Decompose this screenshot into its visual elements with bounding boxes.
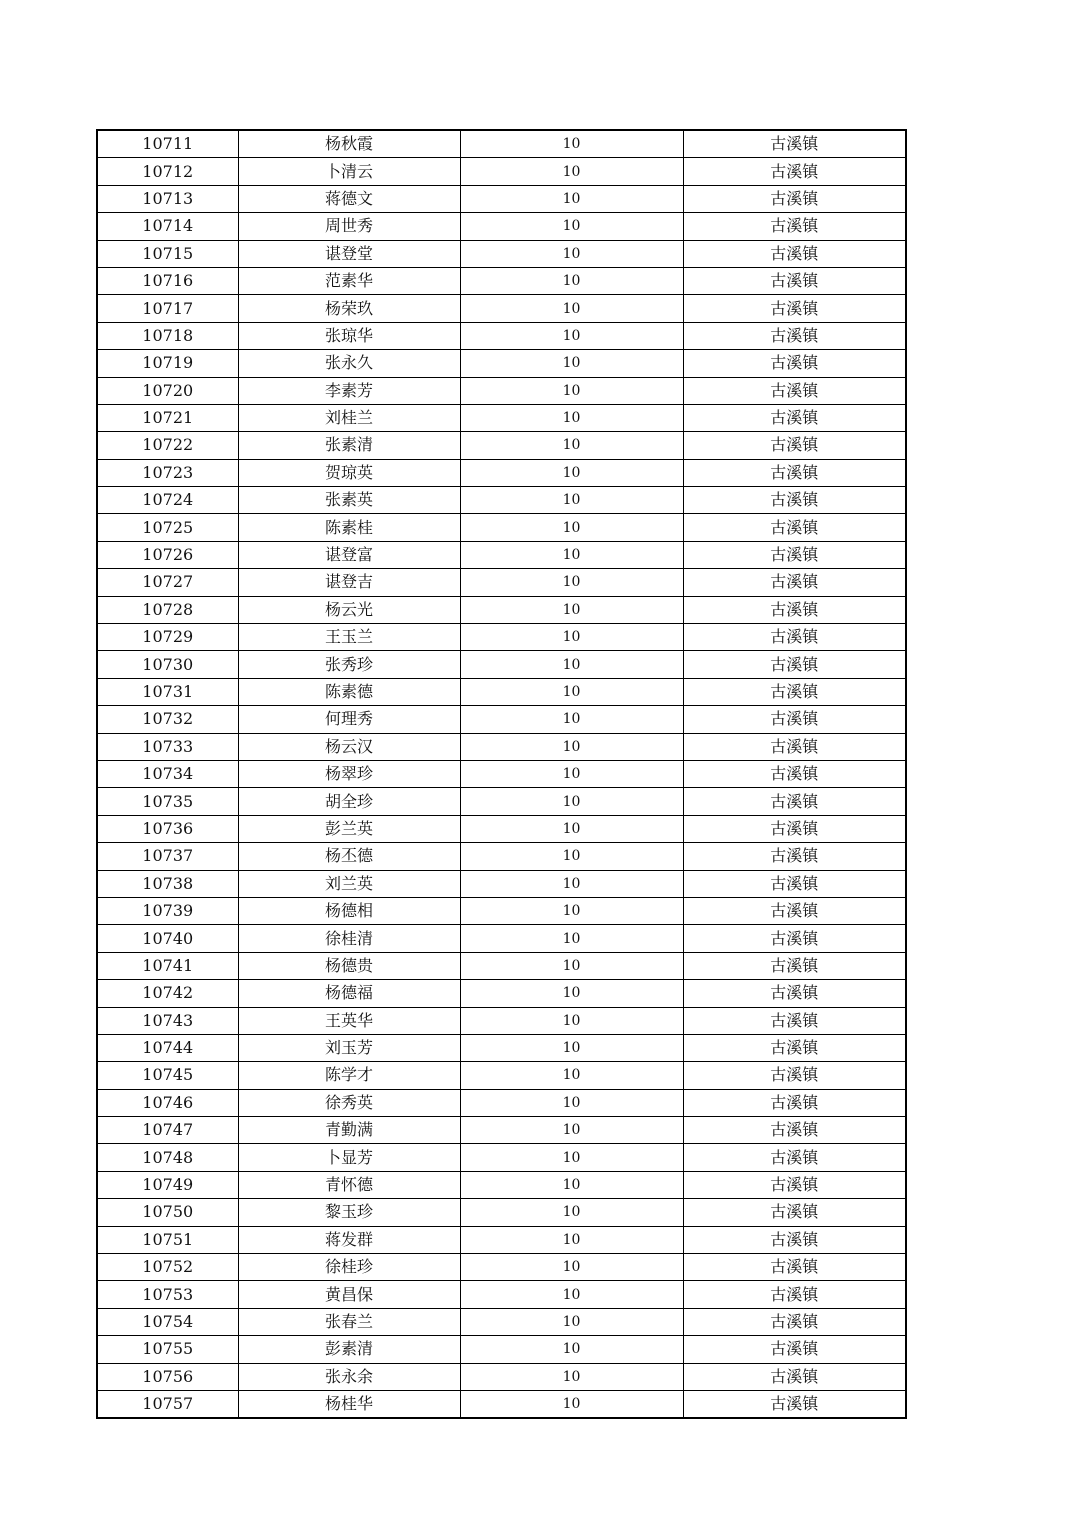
id-cell: 10750 bbox=[97, 1199, 238, 1226]
town-cell: 古溪镇 bbox=[683, 213, 906, 240]
town-cell: 古溪镇 bbox=[683, 295, 906, 322]
id-cell: 10722 bbox=[97, 432, 238, 459]
town-cell: 古溪镇 bbox=[683, 843, 906, 870]
id-cell: 10736 bbox=[97, 815, 238, 842]
id-cell: 10726 bbox=[97, 541, 238, 568]
name-cell: 谌登富 bbox=[238, 541, 460, 568]
name-cell: 陈素桂 bbox=[238, 514, 460, 541]
id-cell: 10745 bbox=[97, 1062, 238, 1089]
amount-cell: 10 bbox=[460, 980, 683, 1007]
name-cell: 王英华 bbox=[238, 1007, 460, 1034]
id-cell: 10713 bbox=[97, 185, 238, 212]
id-cell: 10712 bbox=[97, 158, 238, 185]
town-cell: 古溪镇 bbox=[683, 678, 906, 705]
amount-cell: 10 bbox=[460, 350, 683, 377]
id-cell: 10729 bbox=[97, 624, 238, 651]
table-row bbox=[97, 295, 906, 322]
table-row bbox=[97, 1144, 906, 1171]
id-cell: 10748 bbox=[97, 1144, 238, 1171]
name-cell: 蒋德文 bbox=[238, 185, 460, 212]
town-cell: 古溪镇 bbox=[683, 267, 906, 294]
id-cell: 10715 bbox=[97, 240, 238, 267]
id-cell: 10751 bbox=[97, 1226, 238, 1253]
town-cell: 古溪镇 bbox=[683, 350, 906, 377]
amount-cell: 10 bbox=[460, 1007, 683, 1034]
amount-cell: 10 bbox=[460, 651, 683, 678]
name-cell: 蒋发群 bbox=[238, 1226, 460, 1253]
table-row bbox=[97, 596, 906, 623]
table-row bbox=[97, 870, 906, 897]
town-cell: 古溪镇 bbox=[683, 541, 906, 568]
name-cell: 黄昌保 bbox=[238, 1281, 460, 1308]
amount-cell: 10 bbox=[460, 1254, 683, 1281]
name-cell: 贺琼英 bbox=[238, 459, 460, 486]
table-row bbox=[97, 1390, 906, 1418]
table-row bbox=[97, 760, 906, 787]
amount-cell: 10 bbox=[460, 240, 683, 267]
table-row bbox=[97, 1226, 906, 1253]
amount-cell: 10 bbox=[460, 760, 683, 787]
name-cell: 谌登吉 bbox=[238, 569, 460, 596]
town-cell: 古溪镇 bbox=[683, 1281, 906, 1308]
town-cell: 古溪镇 bbox=[683, 185, 906, 212]
amount-cell: 10 bbox=[460, 185, 683, 212]
amount-cell: 10 bbox=[460, 678, 683, 705]
id-cell: 10724 bbox=[97, 487, 238, 514]
amount-cell: 10 bbox=[460, 925, 683, 952]
id-cell: 10755 bbox=[97, 1336, 238, 1363]
town-cell: 古溪镇 bbox=[683, 980, 906, 1007]
amount-cell: 10 bbox=[460, 1144, 683, 1171]
table-row bbox=[97, 678, 906, 705]
name-cell: 李素芳 bbox=[238, 377, 460, 404]
table-row bbox=[97, 1117, 906, 1144]
id-cell: 10741 bbox=[97, 952, 238, 979]
town-cell: 古溪镇 bbox=[683, 487, 906, 514]
name-cell: 卜显芳 bbox=[238, 1144, 460, 1171]
id-cell: 10752 bbox=[97, 1254, 238, 1281]
table-row bbox=[97, 1062, 906, 1089]
id-cell: 10731 bbox=[97, 678, 238, 705]
town-cell: 古溪镇 bbox=[683, 651, 906, 678]
name-cell: 彭兰英 bbox=[238, 815, 460, 842]
town-cell: 古溪镇 bbox=[683, 432, 906, 459]
table-row bbox=[97, 1281, 906, 1308]
town-cell: 古溪镇 bbox=[683, 569, 906, 596]
id-cell: 10714 bbox=[97, 213, 238, 240]
table-row bbox=[97, 651, 906, 678]
amount-cell: 10 bbox=[460, 295, 683, 322]
id-cell: 10716 bbox=[97, 267, 238, 294]
town-cell: 古溪镇 bbox=[683, 459, 906, 486]
name-cell: 刘玉芳 bbox=[238, 1034, 460, 1061]
town-cell: 古溪镇 bbox=[683, 897, 906, 924]
town-cell: 古溪镇 bbox=[683, 158, 906, 185]
amount-cell: 10 bbox=[460, 404, 683, 431]
table-row bbox=[97, 1171, 906, 1198]
name-cell: 张春兰 bbox=[238, 1308, 460, 1335]
town-cell: 古溪镇 bbox=[683, 788, 906, 815]
table-body bbox=[97, 130, 906, 1418]
table-row bbox=[97, 1254, 906, 1281]
table-row bbox=[97, 925, 906, 952]
table-row bbox=[97, 432, 906, 459]
name-cell: 杨德贵 bbox=[238, 952, 460, 979]
amount-cell: 10 bbox=[460, 459, 683, 486]
name-cell: 卜清云 bbox=[238, 158, 460, 185]
name-cell: 刘兰英 bbox=[238, 870, 460, 897]
town-cell: 古溪镇 bbox=[683, 1089, 906, 1116]
id-cell: 10744 bbox=[97, 1034, 238, 1061]
id-cell: 10747 bbox=[97, 1117, 238, 1144]
name-cell: 杨荣玖 bbox=[238, 295, 460, 322]
table-row bbox=[97, 706, 906, 733]
town-cell: 古溪镇 bbox=[683, 1117, 906, 1144]
table-row bbox=[97, 733, 906, 760]
town-cell: 古溪镇 bbox=[683, 130, 906, 158]
town-cell: 古溪镇 bbox=[683, 404, 906, 431]
id-cell: 10739 bbox=[97, 897, 238, 924]
town-cell: 古溪镇 bbox=[683, 733, 906, 760]
amount-cell: 10 bbox=[460, 377, 683, 404]
id-cell: 10740 bbox=[97, 925, 238, 952]
table-row bbox=[97, 815, 906, 842]
id-cell: 10727 bbox=[97, 569, 238, 596]
amount-cell: 10 bbox=[460, 1390, 683, 1418]
table-row bbox=[97, 459, 906, 486]
table-row bbox=[97, 980, 906, 1007]
id-cell: 10742 bbox=[97, 980, 238, 1007]
table-row bbox=[97, 1007, 906, 1034]
amount-cell: 10 bbox=[460, 1089, 683, 1116]
town-cell: 古溪镇 bbox=[683, 1226, 906, 1253]
amount-cell: 10 bbox=[460, 624, 683, 651]
name-cell: 谌登堂 bbox=[238, 240, 460, 267]
table-row bbox=[97, 952, 906, 979]
table-row bbox=[97, 322, 906, 349]
table-row bbox=[97, 514, 906, 541]
table-row bbox=[97, 624, 906, 651]
id-cell: 10749 bbox=[97, 1171, 238, 1198]
id-cell: 10734 bbox=[97, 760, 238, 787]
name-cell: 杨翠珍 bbox=[238, 760, 460, 787]
name-cell: 杨德相 bbox=[238, 897, 460, 924]
amount-cell: 10 bbox=[460, 733, 683, 760]
amount-cell: 10 bbox=[460, 267, 683, 294]
table-row bbox=[97, 158, 906, 185]
id-cell: 10718 bbox=[97, 322, 238, 349]
amount-cell: 10 bbox=[460, 1199, 683, 1226]
table-row bbox=[97, 541, 906, 568]
table-row bbox=[97, 1089, 906, 1116]
name-cell: 胡全珍 bbox=[238, 788, 460, 815]
table-row bbox=[97, 843, 906, 870]
town-cell: 古溪镇 bbox=[683, 514, 906, 541]
id-cell: 10757 bbox=[97, 1390, 238, 1418]
town-cell: 古溪镇 bbox=[683, 760, 906, 787]
town-cell: 古溪镇 bbox=[683, 952, 906, 979]
id-cell: 10732 bbox=[97, 706, 238, 733]
id-cell: 10725 bbox=[97, 514, 238, 541]
town-cell: 古溪镇 bbox=[683, 1062, 906, 1089]
id-cell: 10754 bbox=[97, 1308, 238, 1335]
name-cell: 青怀德 bbox=[238, 1171, 460, 1198]
name-cell: 王玉兰 bbox=[238, 624, 460, 651]
town-cell: 古溪镇 bbox=[683, 1336, 906, 1363]
name-cell: 张永久 bbox=[238, 350, 460, 377]
table-row bbox=[97, 404, 906, 431]
amount-cell: 10 bbox=[460, 843, 683, 870]
id-cell: 10720 bbox=[97, 377, 238, 404]
table-row bbox=[97, 377, 906, 404]
table-row bbox=[97, 1308, 906, 1335]
town-cell: 古溪镇 bbox=[683, 1034, 906, 1061]
amount-cell: 10 bbox=[460, 514, 683, 541]
name-cell: 杨云光 bbox=[238, 596, 460, 623]
name-cell: 张素英 bbox=[238, 487, 460, 514]
name-cell: 周世秀 bbox=[238, 213, 460, 240]
amount-cell: 10 bbox=[460, 815, 683, 842]
table-row bbox=[97, 487, 906, 514]
town-cell: 古溪镇 bbox=[683, 1007, 906, 1034]
id-cell: 10756 bbox=[97, 1363, 238, 1390]
town-cell: 古溪镇 bbox=[683, 1199, 906, 1226]
town-cell: 古溪镇 bbox=[683, 1363, 906, 1390]
amount-cell: 10 bbox=[460, 788, 683, 815]
amount-cell: 10 bbox=[460, 870, 683, 897]
table-row bbox=[97, 1363, 906, 1390]
name-cell: 杨云汉 bbox=[238, 733, 460, 760]
town-cell: 古溪镇 bbox=[683, 240, 906, 267]
id-cell: 10737 bbox=[97, 843, 238, 870]
table-row bbox=[97, 1199, 906, 1226]
name-cell: 张永余 bbox=[238, 1363, 460, 1390]
name-cell: 杨桂华 bbox=[238, 1390, 460, 1418]
id-cell: 10719 bbox=[97, 350, 238, 377]
data-table bbox=[96, 129, 907, 1419]
town-cell: 古溪镇 bbox=[683, 1254, 906, 1281]
town-cell: 古溪镇 bbox=[683, 1144, 906, 1171]
id-cell: 10717 bbox=[97, 295, 238, 322]
name-cell: 张琼华 bbox=[238, 322, 460, 349]
table-row bbox=[97, 240, 906, 267]
table-row bbox=[97, 267, 906, 294]
table-row bbox=[97, 1034, 906, 1061]
amount-cell: 10 bbox=[460, 322, 683, 349]
amount-cell: 10 bbox=[460, 596, 683, 623]
amount-cell: 10 bbox=[460, 1308, 683, 1335]
table-row bbox=[97, 185, 906, 212]
name-cell: 陈素德 bbox=[238, 678, 460, 705]
amount-cell: 10 bbox=[460, 1281, 683, 1308]
id-cell: 10753 bbox=[97, 1281, 238, 1308]
name-cell: 杨丕德 bbox=[238, 843, 460, 870]
name-cell: 杨秋霞 bbox=[238, 130, 460, 158]
table-row bbox=[97, 788, 906, 815]
table-row bbox=[97, 130, 906, 158]
amount-cell: 10 bbox=[460, 1363, 683, 1390]
id-cell: 10743 bbox=[97, 1007, 238, 1034]
town-cell: 古溪镇 bbox=[683, 1390, 906, 1418]
amount-cell: 10 bbox=[460, 487, 683, 514]
id-cell: 10730 bbox=[97, 651, 238, 678]
name-cell: 范素华 bbox=[238, 267, 460, 294]
id-cell: 10738 bbox=[97, 870, 238, 897]
table-row bbox=[97, 569, 906, 596]
amount-cell: 10 bbox=[460, 1336, 683, 1363]
town-cell: 古溪镇 bbox=[683, 624, 906, 651]
table-row bbox=[97, 350, 906, 377]
id-cell: 10728 bbox=[97, 596, 238, 623]
name-cell: 徐桂清 bbox=[238, 925, 460, 952]
name-cell: 青勤满 bbox=[238, 1117, 460, 1144]
table-row bbox=[97, 213, 906, 240]
name-cell: 徐秀英 bbox=[238, 1089, 460, 1116]
amount-cell: 10 bbox=[460, 1226, 683, 1253]
amount-cell: 10 bbox=[460, 213, 683, 240]
amount-cell: 10 bbox=[460, 130, 683, 158]
amount-cell: 10 bbox=[460, 541, 683, 568]
id-cell: 10735 bbox=[97, 788, 238, 815]
town-cell: 古溪镇 bbox=[683, 596, 906, 623]
town-cell: 古溪镇 bbox=[683, 870, 906, 897]
id-cell: 10746 bbox=[97, 1089, 238, 1116]
amount-cell: 10 bbox=[460, 158, 683, 185]
town-cell: 古溪镇 bbox=[683, 377, 906, 404]
town-cell: 古溪镇 bbox=[683, 925, 906, 952]
id-cell: 10723 bbox=[97, 459, 238, 486]
amount-cell: 10 bbox=[460, 706, 683, 733]
amount-cell: 10 bbox=[460, 1034, 683, 1061]
name-cell: 彭素清 bbox=[238, 1336, 460, 1363]
name-cell: 杨德福 bbox=[238, 980, 460, 1007]
amount-cell: 10 bbox=[460, 432, 683, 459]
amount-cell: 10 bbox=[460, 569, 683, 596]
amount-cell: 10 bbox=[460, 952, 683, 979]
name-cell: 黎玉珍 bbox=[238, 1199, 460, 1226]
id-cell: 10733 bbox=[97, 733, 238, 760]
name-cell: 刘桂兰 bbox=[238, 404, 460, 431]
id-cell: 10711 bbox=[97, 130, 238, 158]
table-row bbox=[97, 897, 906, 924]
name-cell: 何理秀 bbox=[238, 706, 460, 733]
name-cell: 张素清 bbox=[238, 432, 460, 459]
name-cell: 陈学才 bbox=[238, 1062, 460, 1089]
table-row bbox=[97, 1336, 906, 1363]
name-cell: 徐桂珍 bbox=[238, 1254, 460, 1281]
amount-cell: 10 bbox=[460, 1062, 683, 1089]
amount-cell: 10 bbox=[460, 897, 683, 924]
amount-cell: 10 bbox=[460, 1171, 683, 1198]
town-cell: 古溪镇 bbox=[683, 322, 906, 349]
town-cell: 古溪镇 bbox=[683, 815, 906, 842]
town-cell: 古溪镇 bbox=[683, 706, 906, 733]
amount-cell: 10 bbox=[460, 1117, 683, 1144]
town-cell: 古溪镇 bbox=[683, 1171, 906, 1198]
town-cell: 古溪镇 bbox=[683, 1308, 906, 1335]
name-cell: 张秀珍 bbox=[238, 651, 460, 678]
id-cell: 10721 bbox=[97, 404, 238, 431]
